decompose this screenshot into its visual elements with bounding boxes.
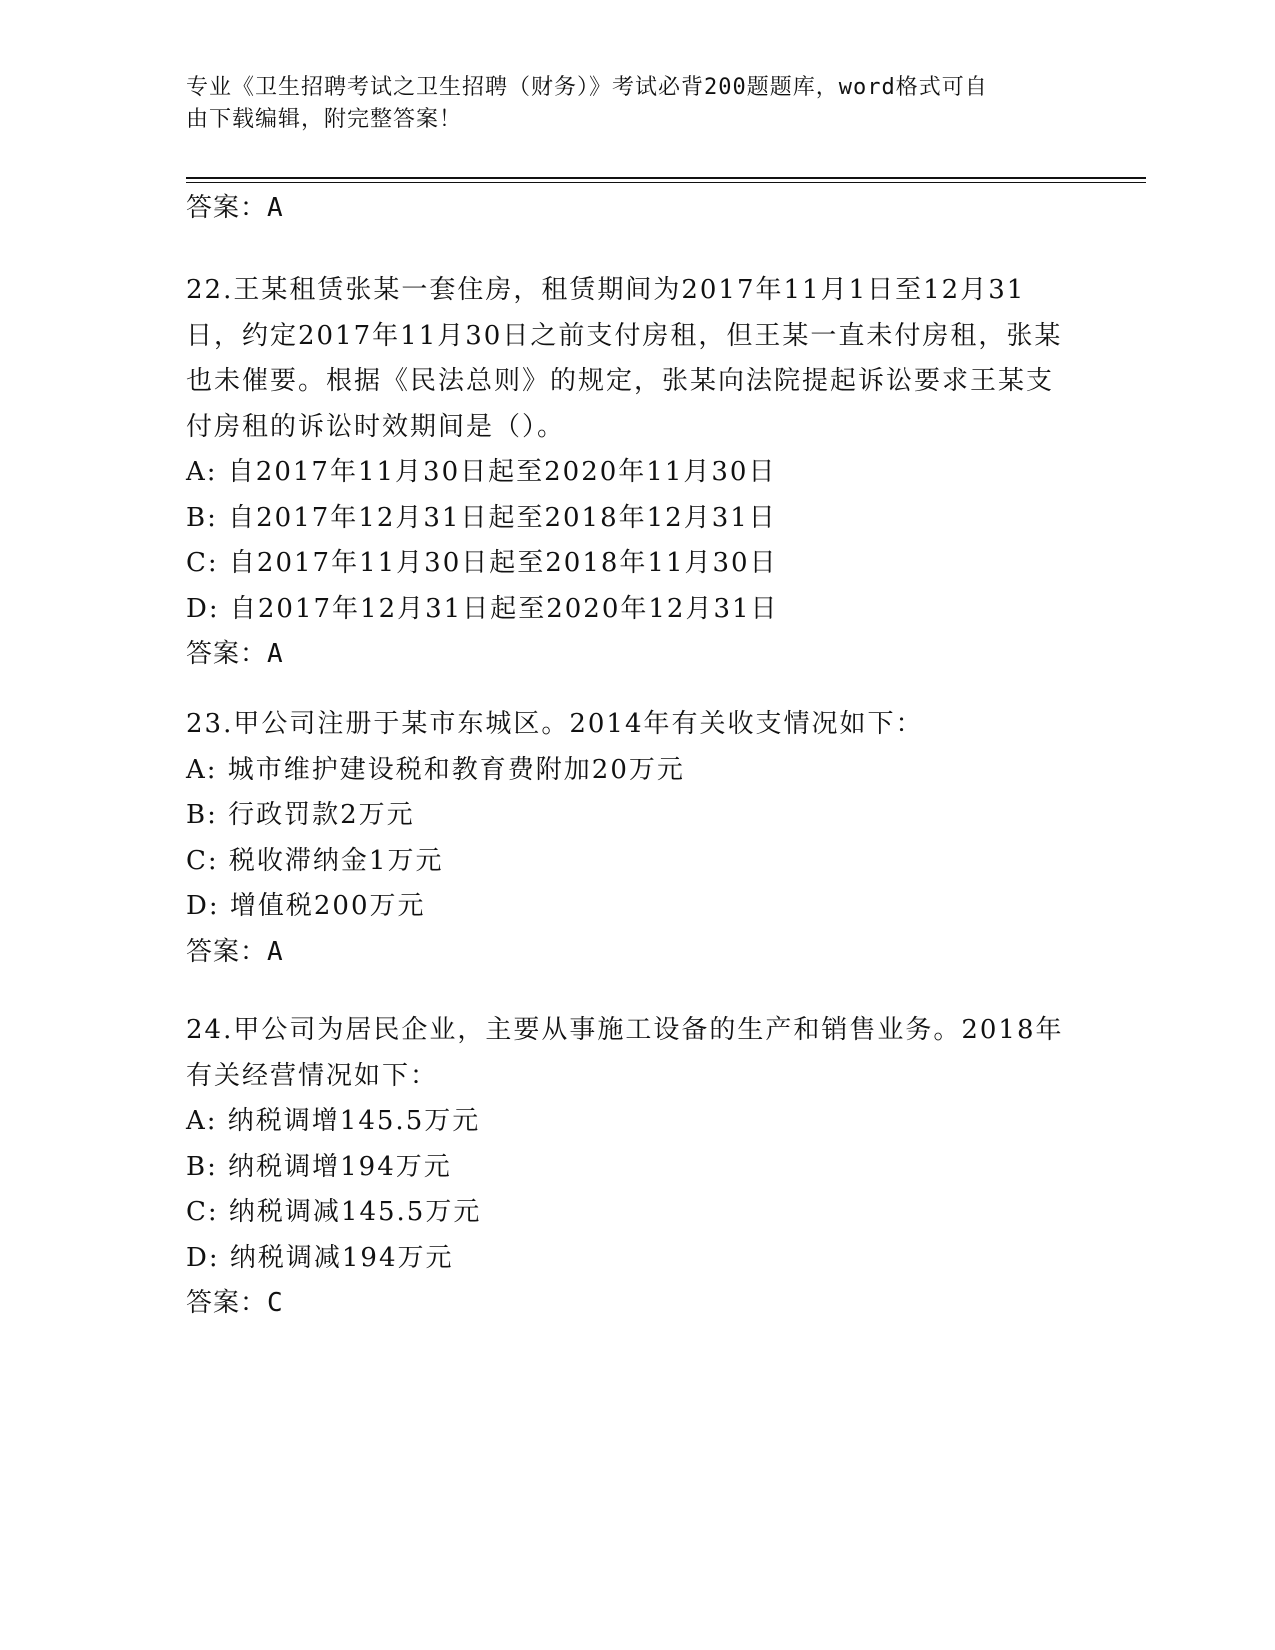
- question-22: [186, 268, 1076, 678]
- header-line-1: 专业《卫生招聘考试之卫生招聘（财务）》考试必背200题题库，word格式可自: [186, 75, 988, 100]
- option-d: D: 增值税200万元: [186, 891, 426, 921]
- option-c: C: 自2017年11月30日起至2018年11月30日: [186, 548, 778, 578]
- option-a: A: 纳税调增145.5万元: [186, 1106, 481, 1136]
- header-line-2: 由下载编辑，附完整答案！: [186, 107, 463, 132]
- option-b: B: 行政罚款2万元: [186, 800, 415, 830]
- question-stem: 22.王某租赁张某一套住房，租赁期间为2017年11月1日至12月31日，约定2017年11月30日之前支付房租，但王某一直未付房租，张某也未催要。根据《民法总则》的规定，张某向法院提起诉讼要求王某支付房租的诉讼时效期间是（）。: [186, 275, 1063, 442]
- option-a: A: 城市维护建设税和教育费附加20万元: [186, 754, 685, 785]
- question-23: [186, 702, 1076, 975]
- header-divider-thick: [186, 177, 1146, 179]
- document-header: [186, 72, 1066, 136]
- option-d: D: 纳税调减194万元: [186, 1242, 454, 1273]
- question-stem: 24.甲公司为居民企业，主要从事施工设备的生产和销售业务。2018年有关经营情况如下：: [186, 1015, 1064, 1091]
- answer-label: 答案：A: [186, 936, 284, 967]
- option-b: B: 自2017年12月31日起至2018年12月31日: [186, 502, 777, 533]
- answer-label: 答案：C: [186, 1288, 284, 1318]
- answer-label: 答案：A: [186, 193, 284, 223]
- question-24: [186, 1008, 1076, 1327]
- option-c: C: 税收滞纳金1万元: [186, 845, 444, 876]
- answer-label: 答案：A: [186, 639, 284, 669]
- option-c: C: 纳税调减145.5万元: [186, 1197, 482, 1227]
- header-divider-thin: [186, 182, 1146, 183]
- option-b: B: 纳税调增194万元: [186, 1151, 452, 1182]
- previous-answer-block: [186, 186, 1076, 232]
- question-stem: 23.甲公司注册于某市东城区。2014年有关收支情况如下：: [186, 709, 924, 739]
- option-d: D: 自2017年12月31日起至2020年12月31日: [186, 593, 779, 624]
- option-a: A: 自2017年11月30日起至2020年11月30日: [186, 457, 777, 487]
